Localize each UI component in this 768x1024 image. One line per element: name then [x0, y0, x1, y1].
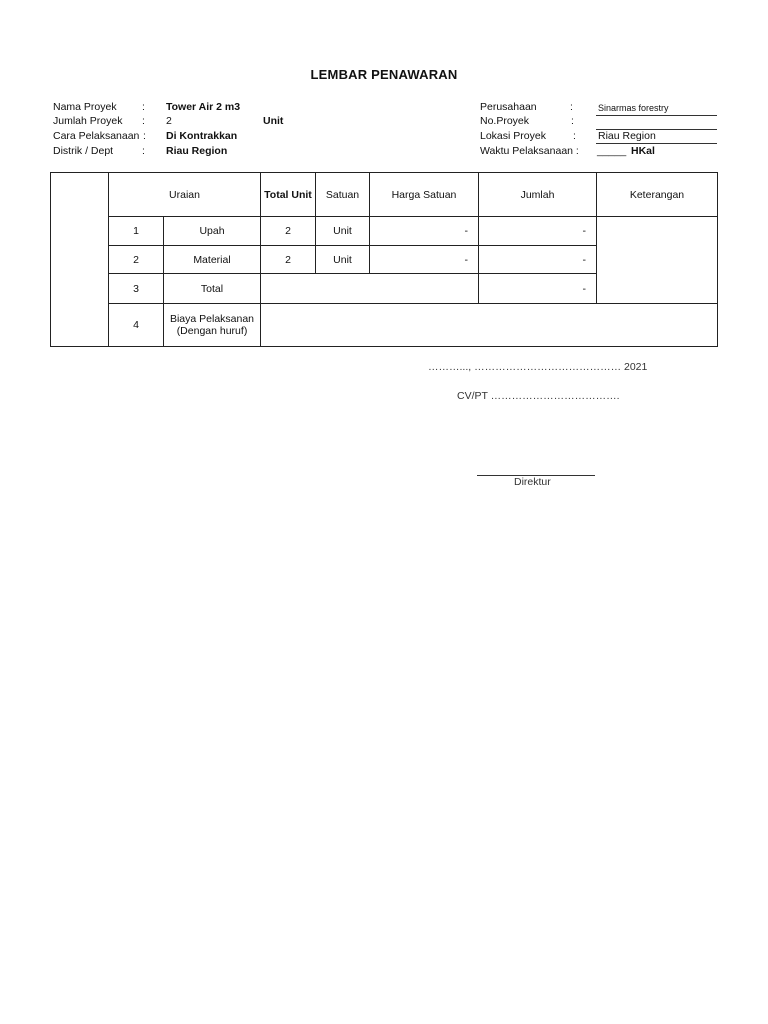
table-left-blank-cell: [51, 173, 109, 347]
perusahaan-underline: [596, 115, 717, 116]
table-row: [51, 217, 718, 246]
jumlah-proyek-value: 2: [166, 115, 172, 127]
no-proyek-colon: :: [571, 115, 574, 127]
cara-pelaksanaan-label: Cara Pelaksanaan: [53, 130, 140, 142]
jumlah-proyek-colon: :: [142, 115, 145, 127]
header-satuan: Satuan: [316, 173, 370, 217]
row-harga: -: [370, 246, 479, 274]
nama-proyek-colon: :: [142, 101, 145, 113]
total-row-label: Total: [164, 274, 261, 304]
perusahaan-colon: :: [570, 101, 573, 113]
biaya-label-line2: (Dengan huruf): [176, 325, 248, 337]
jumlah-proyek-label: Jumlah Proyek: [53, 115, 123, 127]
header-total-unit: Total Unit: [261, 173, 316, 217]
cara-pelaksanaan-value: Di Kontrakkan: [166, 130, 238, 142]
distrik-value: Riau Region: [166, 145, 228, 157]
row-jumlah: -: [479, 246, 597, 274]
table-header-row: [51, 173, 718, 217]
date-line: ………..., …………………………………… 2021: [428, 361, 648, 373]
row-no: 1: [109, 217, 164, 246]
header-keterangan: Keterangan: [597, 173, 718, 217]
row-jumlah: -: [479, 217, 597, 246]
perusahaan-label: Perusahaan: [480, 101, 537, 113]
header-uraian: Uraian: [109, 173, 261, 217]
waktu-pelaksanaan-blank: _____: [597, 145, 627, 157]
row-total-unit: 2: [261, 217, 316, 246]
row-satuan: Unit: [316, 246, 370, 274]
waktu-pelaksanaan-label: Waktu Pelaksanaan :: [480, 145, 579, 157]
keterangan-cell: [597, 217, 718, 304]
offer-table: [50, 172, 718, 347]
biaya-label-line1: Biaya Pelaksanan: [169, 313, 255, 325]
cara-pelaksanaan-colon: :: [143, 130, 146, 142]
signer-title: Direktur: [514, 476, 551, 488]
biaya-row-label: [164, 304, 261, 347]
row-satuan: Unit: [316, 217, 370, 246]
biaya-row: [51, 304, 718, 347]
nama-proyek-value: Tower Air 2 m3: [166, 101, 241, 113]
total-row-no: 3: [109, 274, 164, 304]
biaya-row-no: 4: [109, 304, 164, 347]
header-harga-satuan: Harga Satuan: [370, 173, 479, 217]
biaya-row-value[interactable]: [261, 304, 718, 347]
distrik-colon: :: [142, 145, 145, 157]
header-jumlah: Jumlah: [479, 173, 597, 217]
row-no: 2: [109, 246, 164, 274]
row-harga: -: [370, 217, 479, 246]
row-total-unit: 2: [261, 246, 316, 274]
distrik-label: Distrik / Dept: [53, 145, 114, 157]
total-row-jumlah: -: [479, 274, 597, 304]
waktu-pelaksanaan-value: HKal: [631, 145, 655, 157]
company-line: CV/PT ……………………………….: [457, 390, 620, 402]
jumlah-proyek-unit: Unit: [263, 115, 284, 127]
row-uraian: Upah: [164, 217, 261, 246]
row-uraian: Material: [164, 246, 261, 274]
lokasi-proyek-colon: :: [573, 130, 576, 142]
no-proyek-label: No.Proyek: [480, 115, 530, 127]
document-title: LEMBAR PENAWARAN: [310, 67, 458, 82]
lokasi-proyek-label: Lokasi Proyek: [480, 130, 546, 142]
perusahaan-value: Sinarmas forestry: [598, 103, 669, 113]
nama-proyek-label: Nama Proyek: [53, 101, 117, 113]
total-row-blank: [261, 274, 479, 304]
lokasi-proyek-value: Riau Region: [598, 130, 656, 142]
